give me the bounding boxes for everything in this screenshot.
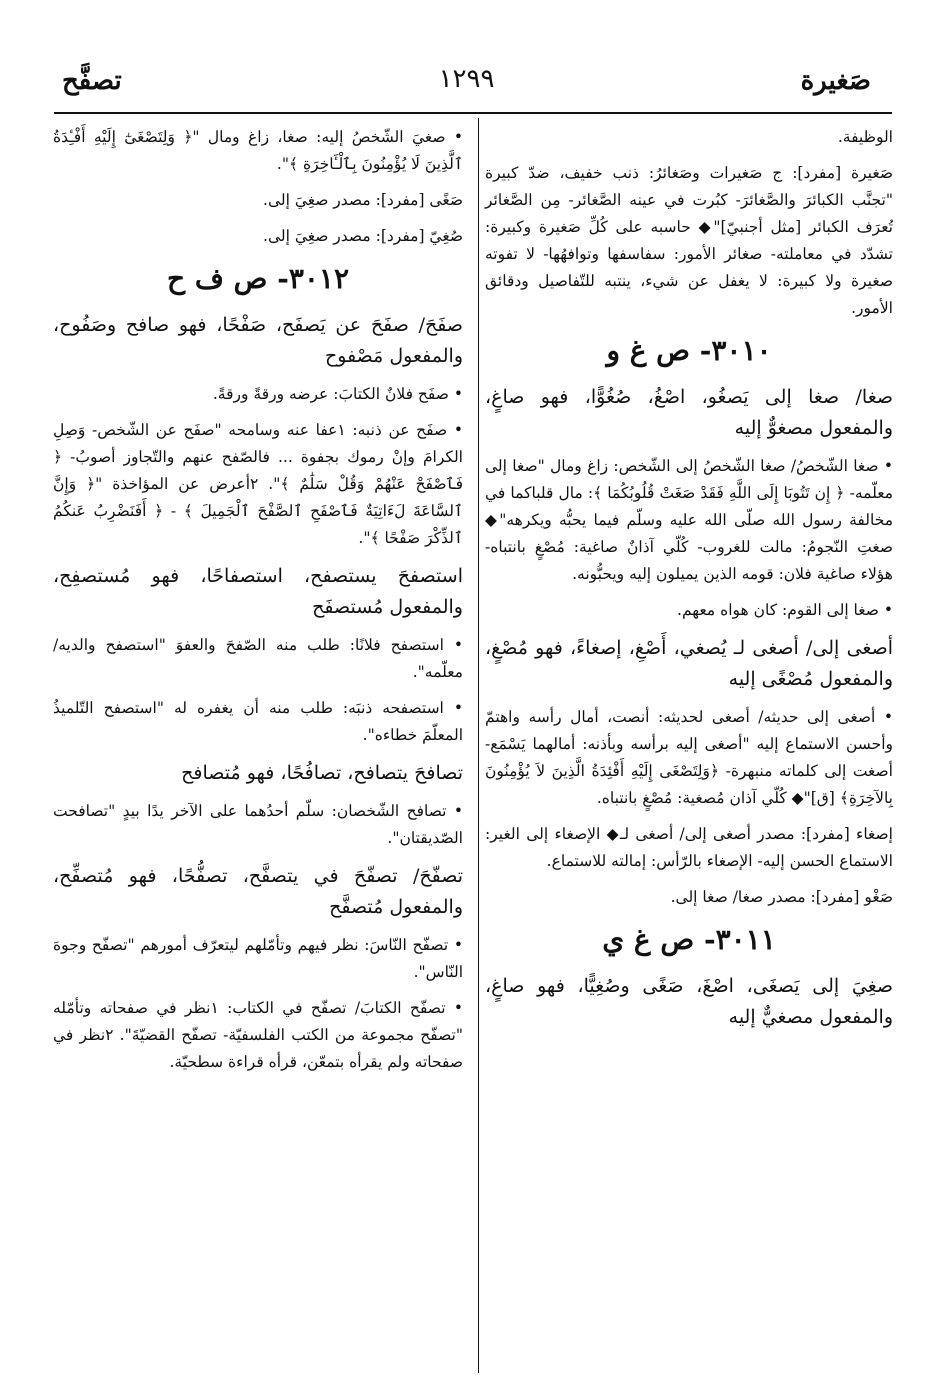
entry-headword: صغِيَ إلى يَصغَى، اصْغَ، صَغًى وصُغِيًّا، فهو صاغٍ، والمفعول مصغيٌّ إليه	[485, 975, 893, 1028]
definition-paragraph: صُغِيّ [مفرد]: مصدر صغِيَ إلى.	[263, 227, 463, 245]
definition-paragraph: صَغيرة [مفرد]: ج صَغيرات وصَغائرُ: ذنب خفيف، ضدّ كبيرة "تجنَّب الكبائرَ والصَّغائرَ- كبُرت في عينه الصَّغائر- مِن الصَّغائر تُعرَف الكبائر [مثل أجنبيّ]"◆ حاسبه على كُلِّ صَغيرة وكبيرة: تشدّد في معاملته- صغائر الأمور: سفاسفها وتوافهُها- لا تفوته صغيرة ولا كبيرة: لا يغفل عن شيء، ينتبه للتّفاصيل ودقائق الأمور.	[485, 164, 893, 317]
column-divider	[478, 118, 479, 1373]
entry-headword: تصفّحَ/ تصفّحَ في يتصفَّح، تصفُّحًا، فهو مُتصفِّح، والمفعول مُتصفَّح	[53, 865, 463, 918]
right-column	[485, 124, 893, 1042]
header-last-entry: تصفَّح	[62, 66, 122, 96]
root-heading: ٣٠١٠- ص غ و	[606, 334, 772, 367]
definition-paragraph: • صغا الشّخصُ/ صغا الشّخصُ إلى الشّخص: زاغ ومال "صغا إلى معلّمه- ﴿ إِن تَتُوبَا إِلَى اللَّهِ فَقَدْ صَغَتْ قُلُوبُكُمَا ﴾: مال قلباكما في مخالفة رسول الله صلّى الله عليه وسلّم فيما يحبُّه ويكرهه"◆ صغتِ النّجومُ: مالت للغروب- كُلّي آذانٌ صاغية: مُصْغٍ بانتباه- هؤلاء صاغية فلان: قومه الذين يميلون إليه ويحبُّونه.	[485, 457, 893, 583]
entry-headword: صغا/ صغا إلى يَصغُو، اصْغُ، صُغُوًّا، فهو صاغٍ، والمفعول مصغوٌّ إليه	[485, 386, 893, 439]
page-number: ١٢٩٩	[438, 64, 495, 94]
definition-paragraph: • تصافح الشّخصان: سلّم أحدُهما على الآخر يدًا بيدٍ "تصافحت الصّديقتان".	[53, 802, 463, 847]
definition-paragraph: • استصفح فلانًا: طلب منه الصّفحَ والعفوَ "استصفح والديه/ معلّمه".	[53, 636, 463, 681]
definition-paragraph: • صفَح فلانٌ الكتابَ: عرضه ورقةً ورقةً.	[212, 385, 463, 403]
definition-paragraph: • صفَح عن ذنبه: ١عفا عنه وسامحه "صفَح عن الشّخص- وَصِلِ الكرامَ وإنْ رموك بجفوة ... فالصّفح عنهم والتّجاوز أصوبُ- ﴿ فَٱصْفَحْ عَنْهُمْ وَقُلْ سَلَٰمٌ ﴾". ٢أعرض عن المؤاخذة "﴿ وَإِنَّ ٱلسَّاعَةَ لَءَاتِيَةٌ فَٱصْفَحِ ٱلصَّفْحَ ٱلْجَمِيلَ ﴾ - ﴿ أَفَنَضْرِبُ عَنكُمُ ٱلذِّكْرَ صَفْحًا ﴾".	[53, 421, 463, 547]
header-first-entry: صَغيرة	[800, 66, 871, 96]
definition-paragraph: • أصغى إلى حديثه/ أصغى لحديثه: أنصت، أمال رأسه واهتمّ وأحسن الاستماع إليه "أصغى إليه برأسه وبأذنه: أمالهما يَسْمَع- أصغت إلى كلماته منبهرة- ﴿وَلِتَصْغَى إِلَيْهِ أَفْئِدَةُ الَّذِينَ لاَ يُؤْمِنُونَ بِالآخِرَةِ﴾ [ق]"◆ كُلّي آذان مُصغية: مُصْغٍ بانتباه.	[485, 708, 893, 807]
definition-paragraph: صَغْو [مفرد]: مصدر صغا/ صغا إلى.	[670, 888, 893, 906]
definition-paragraph: إصغاء [مفرد]: مصدر أصغى إلى/ أصغى لـ◆ الإصغاء إلى الغير: الاستماع الحسن إليه- الإصغاء بالرّأس: إمالته للاستماع.	[485, 825, 893, 870]
definition-paragraph: • استصفحه ذنبَه: طلب منه أن يغفره له "استصفح التّلميذُ المعلّمَ خطاءه".	[53, 699, 463, 744]
definition-paragraph: الوظيفة.	[837, 128, 893, 146]
definition-paragraph: • صغيَ الشّخصُ إليه: صغا، زاغ ومال "﴿ وَلِتَصْغَىٰٓ إِلَيْهِ أَفْـِٔدَةُ ٱلَّذِينَ لَا يُؤْمِنُونَ بِٱلْـَٔاخِرَةِ ﴾".	[53, 128, 463, 173]
definition-paragraph: صَغًى [مفرد]: مصدر صغِيَ إلى.	[263, 191, 463, 209]
definition-paragraph: • تصفّح الكتابَ/ تصفّح في الكتاب: ١نظر في صفحاته وتأمّله "تصفّح مجموعة من الكتب الفلسفيّة- تصفّح القضيّةَ". ٢نظر في صفحاته ولم يقرأه بتمعّن، قرأه قراءة سطحيّة.	[53, 999, 463, 1071]
entry-headword: تصافحَ يتصافح، تصافُحًا، فهو مُتصافح	[181, 762, 463, 784]
entry-headword: استصفحَ يستصفح، استصفاحًا، فهو مُستصفِح، والمفعول مُستصفَح	[53, 565, 463, 618]
root-heading: ٣٠١٢- ص ف ح	[167, 262, 349, 295]
definition-paragraph: • صغا إلى القوم: كان هواه معهم.	[677, 601, 893, 619]
left-column	[53, 124, 463, 1085]
entry-headword: صفَحَ/ صفَحَ عن يَصفَح، صَفْحًا، فهو صافح وصَفُوح، والمفعول مَصْفوح	[53, 314, 463, 367]
header-rule	[54, 112, 892, 114]
page-header	[0, 58, 933, 98]
entry-headword: أصغى إلى/ أصغى لـ يُصغي، أَصْغِ، إصغاءً، فهو مُصْغٍ، والمفعول مُصْغًى إليه	[485, 637, 893, 690]
definition-paragraph: • تصفّح النّاسَ: نظر فيهم وتأمّلهم ليتعرّف أمورهم "تصفّح وجوهَ النّاس".	[53, 936, 463, 981]
root-heading: ٣٠١١- ص غ ي	[602, 923, 776, 956]
